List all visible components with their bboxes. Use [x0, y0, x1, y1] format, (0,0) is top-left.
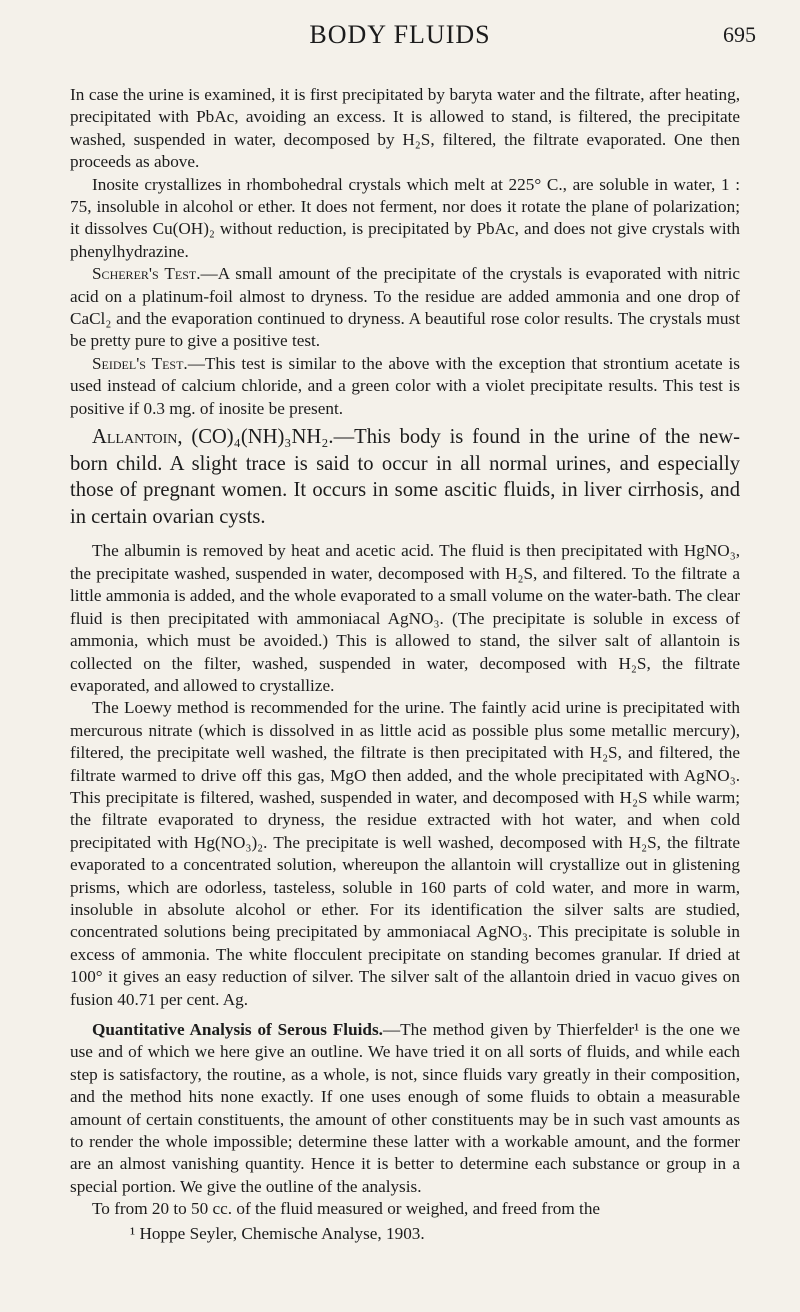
footnote: ¹ Hoppe Seyler, Chemische Analyse, 1903.	[130, 1223, 425, 1243]
seidel-test-text: —This test is similar to the above with the exception that strontium acetate is used instead of calcium chloride, and a green color with a violet precipitate results. This test is positive if 0.3 mg. of inosite be present.	[70, 353, 740, 418]
allantoin-text: —This body is found in the urine of the new-born child. A slight trace is said to occur in all normal urines, and especially those of pregnant women. It occurs in some ascitic fluids, in liver cirrhosis, and in certain ovarian cysts.	[70, 426, 741, 528]
scherer-test-text: —A small amount of the precipitate of the crystals is evaporated with nitric acid on a platinum-foil almost to dryness. To the residue are added ammonia and one drop of CaCl₂ and the evaporation continued to dryness. A beautiful rose color results. The crystals must be pretty pure to give a positive test.	[70, 264, 740, 351]
paragraph-allantoin-method: The albumin is removed by heat and acetic acid. The fluid is then precipitated with HgNO₃, the precipitate washed, suspended in water, decomposed with H₂S, and filtered. To the filtrate a little ammonia is added, and the whole evaporated to a small volume on the water-bath. The clear fluid is then precipitated with ammoniacal AgNO₃. (The precipitate is soluble in excess of ammonia, which must be avoided.) This is allowed to stand, the silver salt of allantoin is collected on the filter, washed, suspended in water, decomposed with H₂S, the filtrate evaporated, and allowed to crystallize.	[70, 541, 740, 695]
paragraph-inosite-properties: Inosite crystallizes in rhombohedral crystals which melt at 225° C., are soluble in water, 1 : 75, insoluble in alcohol or ether. It does not ferment, nor does it rotate the plane of polarization; it dissolves Cu(OH)₂ without reduction, is precipitated by PbAc, and does not give crystals with phenylhydrazine.	[70, 174, 740, 261]
paragraph-urine-examination: In case the urine is examined, it is first precipitated by baryta water and the filtrate, after heating, precipitated with PbAc, avoiding an excess. It is allowed to stand, is filtered, the precipitate washed, suspended in water, decomposed by H₂S, filtered, the filtrate evaporated. One then proceeds as above.	[70, 85, 740, 172]
paragraph-loewy-method: The Loewy method is recommended for the urine. The faintly acid urine is precipitated with mercurous nitrate (which is dissolved in as little acid as possible plus some metallic mercury), filtered, the precipitate well washed, the filtrate is then precipitated with H₂S, and filtered, the filtrate warmed to drive off this gas, MgO then added, and the whole precipitated with AgNO₃. This precipitate is filtered, washed, suspended in water, and decomposed with H₂S while warm; the filtrate evaporated to dryness, the residue extracted with hot water, and when cold precipitated with Hg(NO₃)₂. The precipitate is well washed, decomposed with H₂S, the filtrate evaporated to a concentrated solution, whereupon the allantoin will crystallize out in glistening prisms, which are odorless, tasteless, soluble in 160 parts of cold water, and more in warm, insoluble in absolute alcohol or ether. For its identification the silver salts are studied, concentrated solutions being precipitated by ammoniacal AgNO₃. This precipitate is soluble in excess of ammonia. The white flocculent precipitate on standing becomes granular. If dried at 100° it gives an easy reduction of silver. The silver salt of the allantoin dried in vacuo gives on fusion 40.71 per cent. Ag.	[70, 698, 740, 1009]
allantoin-heading: Allantoin, (CO)₄(NH)₃NH₂.	[92, 426, 334, 449]
seidel-test-heading: Seidel's Test.	[92, 353, 188, 373]
paragraph-allantoin	[70, 424, 740, 530]
scherer-test-heading: Scherer's Test.	[92, 264, 201, 284]
paragraph-procedure-start: To from 20 to 50 cc. of the fluid measured or weighed, and freed from the	[92, 1199, 601, 1219]
running-title: BODY FLUIDS	[309, 20, 491, 49]
quantitative-analysis-heading: Quantitative Analysis of Serous Fluids.	[92, 1020, 383, 1039]
page-body	[70, 84, 740, 1245]
quantitative-analysis-text: —The method given by Thierfelder¹ is the one we use and of which we here give an outline. We have tried it on all sorts of fluids, and while each step is satisfactory, the routine, as a whole, is not, since fluids vary greatly in their composition, and the method hits none exactly. If one uses enough of some fluids to obtain a measurable amount of certain constituents, the amount of other constituents may be in such vast amounts as to render the whole impossible; determine these latter with a workable amount, and the former are an almost vanishing quantity. Hence it is better to determine each substance or group in a special portion. We give the outline of the analysis.	[70, 1020, 740, 1196]
paragraph-scherer-test	[70, 263, 740, 353]
page-header	[0, 20, 800, 54]
page-number: 695	[723, 22, 756, 47]
paragraph-seidel-test	[70, 353, 740, 420]
paragraph-quantitative-analysis	[70, 1019, 740, 1198]
